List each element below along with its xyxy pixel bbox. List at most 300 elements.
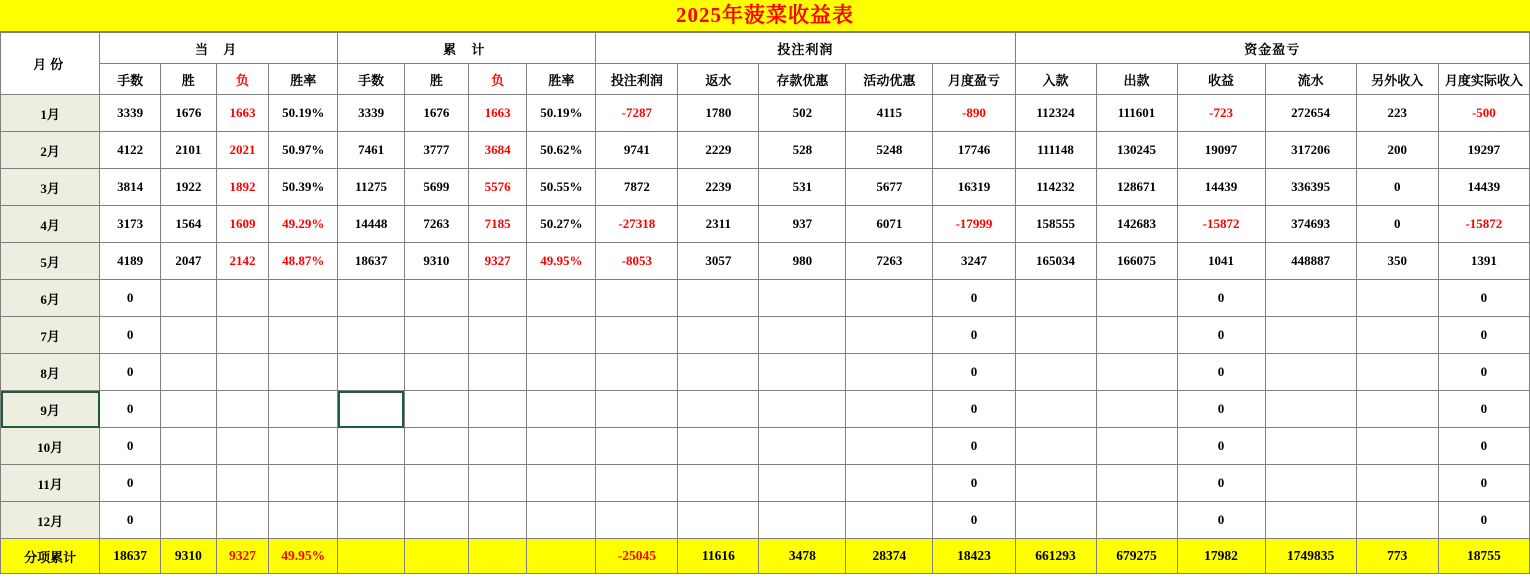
table-row — [1, 280, 1530, 317]
table-row — [1, 391, 1530, 428]
cell-r5-c2[interactable] — [216, 280, 269, 317]
cell-r7-c15[interactable]: 0 — [1177, 354, 1265, 391]
cell-r2-c4[interactable]: 11275 — [338, 169, 405, 206]
cell-r11-c16[interactable] — [1265, 502, 1356, 539]
cell-r5-c16[interactable] — [1265, 280, 1356, 317]
cell-r3-c17[interactable]: 0 — [1356, 206, 1438, 243]
cell-r3-c14[interactable]: 142683 — [1096, 206, 1177, 243]
cell-r3-c9[interactable]: 2311 — [678, 206, 759, 243]
header-sub-win-month: 胜 — [160, 64, 216, 95]
table-row — [1, 354, 1530, 391]
cell-r11-c6[interactable] — [468, 502, 527, 539]
cell-r0-c4[interactable]: 3339 — [338, 95, 405, 132]
cell-r10-c12[interactable]: 0 — [933, 465, 1015, 502]
table-row — [1, 428, 1530, 465]
cell-r7-c3[interactable] — [269, 354, 338, 391]
page-title: 2025年菠菜收益表 — [676, 3, 854, 27]
cell-r2-c17[interactable]: 0 — [1356, 169, 1438, 206]
cell-r10-c5[interactable] — [404, 465, 468, 502]
cell-r2-c9[interactable]: 2239 — [678, 169, 759, 206]
total-row — [1, 539, 1530, 574]
cell-r7-c17[interactable] — [1356, 354, 1438, 391]
header-sub-betting-profit: 投注利润 — [596, 64, 678, 95]
total-cell-13[interactable]: 661293 — [1015, 539, 1096, 574]
cell-r3-c4[interactable]: 14448 — [338, 206, 405, 243]
cell-r11-c15[interactable]: 0 — [1177, 502, 1265, 539]
cell-r8-c4[interactable] — [338, 391, 405, 428]
cell-r8-c10[interactable] — [759, 391, 846, 428]
table-row — [1, 169, 1530, 206]
total-cell-0[interactable]: 18637 — [100, 539, 161, 574]
cell-r2-c3[interactable]: 50.39% — [269, 169, 338, 206]
cell-r2-c12[interactable]: 16319 — [933, 169, 1015, 206]
cell-r2-c1[interactable]: 1922 — [160, 169, 216, 206]
cell-r11-c7[interactable] — [527, 502, 596, 539]
cell-r11-c9[interactable] — [678, 502, 759, 539]
cell-r8-c7[interactable] — [527, 391, 596, 428]
cell-r3-c18[interactable]: -15872 — [1438, 206, 1529, 243]
cell-r4-c17[interactable]: 350 — [1356, 243, 1438, 280]
cell-r2-c0[interactable]: 3814 — [100, 169, 161, 206]
cell-r7-c9[interactable] — [678, 354, 759, 391]
cell-r3-c10[interactable]: 937 — [759, 206, 846, 243]
cell-r10-c4[interactable] — [338, 465, 405, 502]
cell-r10-c7[interactable] — [527, 465, 596, 502]
cell-r1-c2[interactable]: 2021 — [216, 132, 269, 169]
cell-r11-c11[interactable] — [846, 502, 933, 539]
cell-r11-c12[interactable]: 0 — [933, 502, 1015, 539]
cell-r1-c18[interactable]: 19297 — [1438, 132, 1529, 169]
cell-r7-c5[interactable] — [404, 354, 468, 391]
header-sub-loss-month: 负 — [216, 64, 269, 95]
cell-r4-c1[interactable]: 2047 — [160, 243, 216, 280]
cell-r2-c2[interactable]: 1892 — [216, 169, 269, 206]
cell-r5-c11[interactable] — [846, 280, 933, 317]
cell-r10-c0[interactable]: 0 — [100, 465, 161, 502]
cell-r4-c15[interactable]: 1041 — [1177, 243, 1265, 280]
cell-r9-c18[interactable]: 0 — [1438, 428, 1529, 465]
cell-r11-c3[interactable] — [269, 502, 338, 539]
cell-r7-c0[interactable]: 0 — [100, 354, 161, 391]
cell-r0-c8[interactable]: -7287 — [596, 95, 678, 132]
total-cell-4[interactable] — [338, 539, 405, 574]
cell-r2-c13[interactable]: 114232 — [1015, 169, 1096, 206]
cell-r9-c11[interactable] — [846, 428, 933, 465]
cell-r5-c10[interactable] — [759, 280, 846, 317]
header-group-funds: 资金盈亏 — [1015, 33, 1529, 64]
cell-r2-c5[interactable]: 5699 — [404, 169, 468, 206]
cell-r5-c14[interactable] — [1096, 280, 1177, 317]
cell-r6-c1[interactable] — [160, 317, 216, 354]
cell-r5-c15[interactable]: 0 — [1177, 280, 1265, 317]
total-cell-17[interactable]: 773 — [1356, 539, 1438, 574]
cell-r8-c1[interactable] — [160, 391, 216, 428]
cell-r8-c8[interactable] — [596, 391, 678, 428]
cell-r10-c8[interactable] — [596, 465, 678, 502]
cell-r4-c8[interactable]: -8053 — [596, 243, 678, 280]
table-row — [1, 132, 1530, 169]
cell-r11-c2[interactable] — [216, 502, 269, 539]
cell-r2-c8[interactable]: 7872 — [596, 169, 678, 206]
cell-r9-c12[interactable]: 0 — [933, 428, 1015, 465]
cell-r8-c13[interactable] — [1015, 391, 1096, 428]
cell-r11-c14[interactable] — [1096, 502, 1177, 539]
header-sub-turnover: 流水 — [1265, 64, 1356, 95]
row-month-label[interactable]: 9月 — [1, 391, 100, 428]
total-cell-14[interactable]: 679275 — [1096, 539, 1177, 574]
cell-r0-c13[interactable]: 112324 — [1015, 95, 1096, 132]
cell-r9-c16[interactable] — [1265, 428, 1356, 465]
header-group-cumulative: 累 计 — [338, 33, 596, 64]
cell-r10-c3[interactable] — [269, 465, 338, 502]
cell-r3-c15[interactable]: -15872 — [1177, 206, 1265, 243]
cell-r9-c14[interactable] — [1096, 428, 1177, 465]
header-group-row — [1, 33, 1530, 64]
cell-r0-c14[interactable]: 111601 — [1096, 95, 1177, 132]
cell-r8-c12[interactable]: 0 — [933, 391, 1015, 428]
cell-r3-c12[interactable]: -17999 — [933, 206, 1015, 243]
cell-r4-c9[interactable]: 3057 — [678, 243, 759, 280]
row-month-label[interactable]: 6月 — [1, 280, 100, 317]
table-row — [1, 465, 1530, 502]
cell-r11-c13[interactable] — [1015, 502, 1096, 539]
cell-r3-c5[interactable]: 7263 — [404, 206, 468, 243]
cell-r4-c12[interactable]: 3247 — [933, 243, 1015, 280]
cell-r11-c0[interactable]: 0 — [100, 502, 161, 539]
cell-r0-c18[interactable]: -500 — [1438, 95, 1529, 132]
total-cell-8[interactable]: -25045 — [596, 539, 678, 574]
cell-r4-c16[interactable]: 448887 — [1265, 243, 1356, 280]
cell-r6-c18[interactable]: 0 — [1438, 317, 1529, 354]
cell-r8-c15[interactable]: 0 — [1177, 391, 1265, 428]
header-sub-hands-cum: 手数 — [338, 64, 405, 95]
cell-r11-c17[interactable] — [1356, 502, 1438, 539]
cell-r10-c13[interactable] — [1015, 465, 1096, 502]
cell-r6-c7[interactable] — [527, 317, 596, 354]
cell-r6-c17[interactable] — [1356, 317, 1438, 354]
cell-r1-c3[interactable]: 50.97% — [269, 132, 338, 169]
cell-r4-c6[interactable]: 9327 — [468, 243, 527, 280]
cell-r10-c9[interactable] — [678, 465, 759, 502]
cell-r1-c14[interactable]: 130245 — [1096, 132, 1177, 169]
cell-r2-c11[interactable]: 5677 — [846, 169, 933, 206]
cell-r1-c4[interactable]: 7461 — [338, 132, 405, 169]
cell-r6-c10[interactable] — [759, 317, 846, 354]
cell-r7-c6[interactable] — [468, 354, 527, 391]
table-footer — [1, 539, 1530, 574]
row-month-label[interactable]: 11月 — [1, 465, 100, 502]
cell-r4-c14[interactable]: 166075 — [1096, 243, 1177, 280]
cell-r6-c15[interactable]: 0 — [1177, 317, 1265, 354]
cell-r10-c18[interactable]: 0 — [1438, 465, 1529, 502]
cell-r2-c6[interactable]: 5576 — [468, 169, 527, 206]
total-cell-10[interactable]: 3478 — [759, 539, 846, 574]
row-month-label[interactable]: 10月 — [1, 428, 100, 465]
cell-r4-c5[interactable]: 9310 — [404, 243, 468, 280]
cell-r9-c10[interactable] — [759, 428, 846, 465]
cell-r9-c8[interactable] — [596, 428, 678, 465]
cell-r9-c6[interactable] — [468, 428, 527, 465]
cell-r1-c0[interactable]: 4122 — [100, 132, 161, 169]
cell-r7-c13[interactable] — [1015, 354, 1096, 391]
cell-r0-c12[interactable]: -890 — [933, 95, 1015, 132]
table-row — [1, 317, 1530, 354]
cell-r8-c6[interactable] — [468, 391, 527, 428]
cell-r0-c3[interactable]: 50.19% — [269, 95, 338, 132]
cell-r0-c16[interactable]: 272654 — [1265, 95, 1356, 132]
cell-r7-c10[interactable] — [759, 354, 846, 391]
earnings-table — [0, 32, 1530, 574]
cell-r0-c15[interactable]: -723 — [1177, 95, 1265, 132]
cell-r3-c0[interactable]: 3173 — [100, 206, 161, 243]
cell-r5-c4[interactable] — [338, 280, 405, 317]
total-cell-6[interactable] — [468, 539, 527, 574]
total-cell-9[interactable]: 11616 — [678, 539, 759, 574]
cell-r7-c11[interactable] — [846, 354, 933, 391]
header-sub-winrate-cum: 胜率 — [527, 64, 596, 95]
header-sub-withdrawal: 出款 — [1096, 64, 1177, 95]
cell-r9-c0[interactable]: 0 — [100, 428, 161, 465]
cell-r0-c10[interactable]: 502 — [759, 95, 846, 132]
cell-r1-c1[interactable]: 2101 — [160, 132, 216, 169]
cell-r9-c13[interactable] — [1015, 428, 1096, 465]
cell-r2-c15[interactable]: 14439 — [1177, 169, 1265, 206]
cell-r0-c11[interactable]: 4115 — [846, 95, 933, 132]
cell-r10-c16[interactable] — [1265, 465, 1356, 502]
total-cell-12[interactable]: 18423 — [933, 539, 1015, 574]
cell-r5-c9[interactable] — [678, 280, 759, 317]
cell-r7-c14[interactable] — [1096, 354, 1177, 391]
cell-r1-c7[interactable]: 50.62% — [527, 132, 596, 169]
cell-r10-c14[interactable] — [1096, 465, 1177, 502]
total-cell-7[interactable] — [527, 539, 596, 574]
total-cell-18[interactable]: 18755 — [1438, 539, 1529, 574]
cell-r3-c2[interactable]: 1609 — [216, 206, 269, 243]
cell-r5-c6[interactable] — [468, 280, 527, 317]
cell-r5-c17[interactable] — [1356, 280, 1438, 317]
total-cell-5[interactable] — [404, 539, 468, 574]
header-sub-win-cum: 胜 — [404, 64, 468, 95]
cell-r1-c16[interactable]: 317206 — [1265, 132, 1356, 169]
row-month-label[interactable]: 5月 — [1, 243, 100, 280]
cell-r1-c17[interactable]: 200 — [1356, 132, 1438, 169]
total-cell-2[interactable]: 9327 — [216, 539, 269, 574]
cell-r1-c11[interactable]: 5248 — [846, 132, 933, 169]
header-sub-deposit-bonus: 存款优惠 — [759, 64, 846, 95]
row-month-label[interactable]: 4月 — [1, 206, 100, 243]
cell-r9-c17[interactable] — [1356, 428, 1438, 465]
cell-r8-c17[interactable] — [1356, 391, 1438, 428]
cell-r11-c5[interactable] — [404, 502, 468, 539]
cell-r10-c6[interactable] — [468, 465, 527, 502]
cell-r3-c13[interactable]: 158555 — [1015, 206, 1096, 243]
cell-r1-c12[interactable]: 17746 — [933, 132, 1015, 169]
cell-r11-c4[interactable] — [338, 502, 405, 539]
cell-r0-c7[interactable]: 50.19% — [527, 95, 596, 132]
cell-r1-c8[interactable]: 9741 — [596, 132, 678, 169]
cell-r5-c1[interactable] — [160, 280, 216, 317]
table-row — [1, 206, 1530, 243]
header-sub-row — [1, 64, 1530, 95]
cell-r5-c12[interactable]: 0 — [933, 280, 1015, 317]
cell-r9-c5[interactable] — [404, 428, 468, 465]
cell-r4-c4[interactable]: 18637 — [338, 243, 405, 280]
cell-r4-c7[interactable]: 49.95% — [527, 243, 596, 280]
total-cell-16[interactable]: 1749835 — [1265, 539, 1356, 574]
cell-r1-c5[interactable]: 3777 — [404, 132, 468, 169]
header-sub-other-income: 另外收入 — [1356, 64, 1438, 95]
cell-r1-c6[interactable]: 3684 — [468, 132, 527, 169]
cell-r0-c17[interactable]: 223 — [1356, 95, 1438, 132]
cell-r8-c14[interactable] — [1096, 391, 1177, 428]
cell-r6-c16[interactable] — [1265, 317, 1356, 354]
cell-r8-c16[interactable] — [1265, 391, 1356, 428]
table-row — [1, 95, 1530, 132]
cell-r11-c1[interactable] — [160, 502, 216, 539]
cell-r4-c18[interactable]: 1391 — [1438, 243, 1529, 280]
cell-r6-c4[interactable] — [338, 317, 405, 354]
header-sub-monthly-actual-income: 月度实际收入 — [1438, 64, 1529, 95]
cell-r8-c5[interactable] — [404, 391, 468, 428]
cell-r5-c5[interactable] — [404, 280, 468, 317]
cell-r7-c1[interactable] — [160, 354, 216, 391]
cell-r8-c0[interactable]: 0 — [100, 391, 161, 428]
table-row — [1, 243, 1530, 280]
cell-r10-c15[interactable]: 0 — [1177, 465, 1265, 502]
cell-r7-c12[interactable]: 0 — [933, 354, 1015, 391]
cell-r8-c18[interactable]: 0 — [1438, 391, 1529, 428]
cell-r6-c0[interactable]: 0 — [100, 317, 161, 354]
cell-r3-c16[interactable]: 374693 — [1265, 206, 1356, 243]
cell-r1-c13[interactable]: 111148 — [1015, 132, 1096, 169]
cell-r7-c4[interactable] — [338, 354, 405, 391]
row-month-label[interactable]: 8月 — [1, 354, 100, 391]
title-banner — [0, 0, 1530, 32]
total-cell-15[interactable]: 17982 — [1177, 539, 1265, 574]
cell-r4-c2[interactable]: 2142 — [216, 243, 269, 280]
cell-r5-c18[interactable]: 0 — [1438, 280, 1529, 317]
cell-r2-c18[interactable]: 14439 — [1438, 169, 1529, 206]
cell-r3-c6[interactable]: 7185 — [468, 206, 527, 243]
cell-r6-c8[interactable] — [596, 317, 678, 354]
cell-r10-c1[interactable] — [160, 465, 216, 502]
cell-r0-c6[interactable]: 1663 — [468, 95, 527, 132]
cell-r3-c7[interactable]: 50.27% — [527, 206, 596, 243]
cell-r6-c14[interactable] — [1096, 317, 1177, 354]
cell-r0-c0[interactable]: 3339 — [100, 95, 161, 132]
cell-r4-c3[interactable]: 48.87% — [269, 243, 338, 280]
header-sub-winrate-month: 胜率 — [269, 64, 338, 95]
cell-r11-c8[interactable] — [596, 502, 678, 539]
cell-r2-c7[interactable]: 50.55% — [527, 169, 596, 206]
cell-r0-c2[interactable]: 1663 — [216, 95, 269, 132]
cell-r5-c7[interactable] — [527, 280, 596, 317]
row-month-label[interactable]: 3月 — [1, 169, 100, 206]
cell-r1-c15[interactable]: 19097 — [1177, 132, 1265, 169]
cell-r4-c11[interactable]: 7263 — [846, 243, 933, 280]
cell-r7-c2[interactable] — [216, 354, 269, 391]
cell-r3-c8[interactable]: -27318 — [596, 206, 678, 243]
cell-r2-c16[interactable]: 336395 — [1265, 169, 1356, 206]
cell-r1-c9[interactable]: 2229 — [678, 132, 759, 169]
cell-r5-c3[interactable] — [269, 280, 338, 317]
cell-r4-c13[interactable]: 165034 — [1015, 243, 1096, 280]
cell-r11-c10[interactable] — [759, 502, 846, 539]
cell-r6-c3[interactable] — [269, 317, 338, 354]
cell-r6-c5[interactable] — [404, 317, 468, 354]
cell-r3-c3[interactable]: 49.29% — [269, 206, 338, 243]
table-row — [1, 502, 1530, 539]
total-cell-11[interactable]: 28374 — [846, 539, 933, 574]
cell-r6-c2[interactable] — [216, 317, 269, 354]
cell-r2-c14[interactable]: 128671 — [1096, 169, 1177, 206]
cell-r3-c11[interactable]: 6071 — [846, 206, 933, 243]
header-sub-gain: 收益 — [1177, 64, 1265, 95]
total-cell-3[interactable]: 49.95% — [269, 539, 338, 574]
total-cell-1[interactable]: 9310 — [160, 539, 216, 574]
header-sub-rebate: 返水 — [678, 64, 759, 95]
cell-r6-c6[interactable] — [468, 317, 527, 354]
cell-r9-c3[interactable] — [269, 428, 338, 465]
cell-r0-c1[interactable]: 1676 — [160, 95, 216, 132]
cell-r7-c7[interactable] — [527, 354, 596, 391]
cell-r4-c0[interactable]: 4189 — [100, 243, 161, 280]
cell-r10-c17[interactable] — [1356, 465, 1438, 502]
row-month-label[interactable]: 1月 — [1, 95, 100, 132]
cell-r9-c1[interactable] — [160, 428, 216, 465]
cell-r8-c2[interactable] — [216, 391, 269, 428]
cell-r0-c5[interactable]: 1676 — [404, 95, 468, 132]
cell-r6-c13[interactable] — [1015, 317, 1096, 354]
cell-r9-c15[interactable]: 0 — [1177, 428, 1265, 465]
header-sub-loss-cum: 负 — [468, 64, 527, 95]
header-sub-activity-bonus: 活动优惠 — [846, 64, 933, 95]
row-month-label[interactable]: 7月 — [1, 317, 100, 354]
header-group-betting-profit: 投注利润 — [596, 33, 1015, 64]
header-sub-monthly-pl: 月度盈亏 — [933, 64, 1015, 95]
cell-r10-c11[interactable] — [846, 465, 933, 502]
cell-r5-c0[interactable]: 0 — [100, 280, 161, 317]
cell-r7-c18[interactable]: 0 — [1438, 354, 1529, 391]
cell-r2-c10[interactable]: 531 — [759, 169, 846, 206]
cell-r7-c8[interactable] — [596, 354, 678, 391]
cell-r9-c4[interactable] — [338, 428, 405, 465]
cell-r4-c10[interactable]: 980 — [759, 243, 846, 280]
cell-r9-c7[interactable] — [527, 428, 596, 465]
cell-r6-c9[interactable] — [678, 317, 759, 354]
cell-r5-c13[interactable] — [1015, 280, 1096, 317]
cell-r8-c3[interactable] — [269, 391, 338, 428]
cell-r10-c10[interactable] — [759, 465, 846, 502]
cell-r6-c12[interactable]: 0 — [933, 317, 1015, 354]
cell-r9-c9[interactable] — [678, 428, 759, 465]
cell-r6-c11[interactable] — [846, 317, 933, 354]
table-body — [1, 95, 1530, 539]
cell-r9-c2[interactable] — [216, 428, 269, 465]
cell-r10-c2[interactable] — [216, 465, 269, 502]
cell-r7-c16[interactable] — [1265, 354, 1356, 391]
cell-r8-c11[interactable] — [846, 391, 933, 428]
cell-r8-c9[interactable] — [678, 391, 759, 428]
row-month-label[interactable]: 12月 — [1, 502, 100, 539]
cell-r5-c8[interactable] — [596, 280, 678, 317]
cell-r3-c1[interactable]: 1564 — [160, 206, 216, 243]
header-month: 月份 — [1, 33, 100, 95]
cell-r11-c18[interactable]: 0 — [1438, 502, 1529, 539]
cell-r1-c10[interactable]: 528 — [759, 132, 846, 169]
row-month-label[interactable]: 2月 — [1, 132, 100, 169]
cell-r0-c9[interactable]: 1780 — [678, 95, 759, 132]
